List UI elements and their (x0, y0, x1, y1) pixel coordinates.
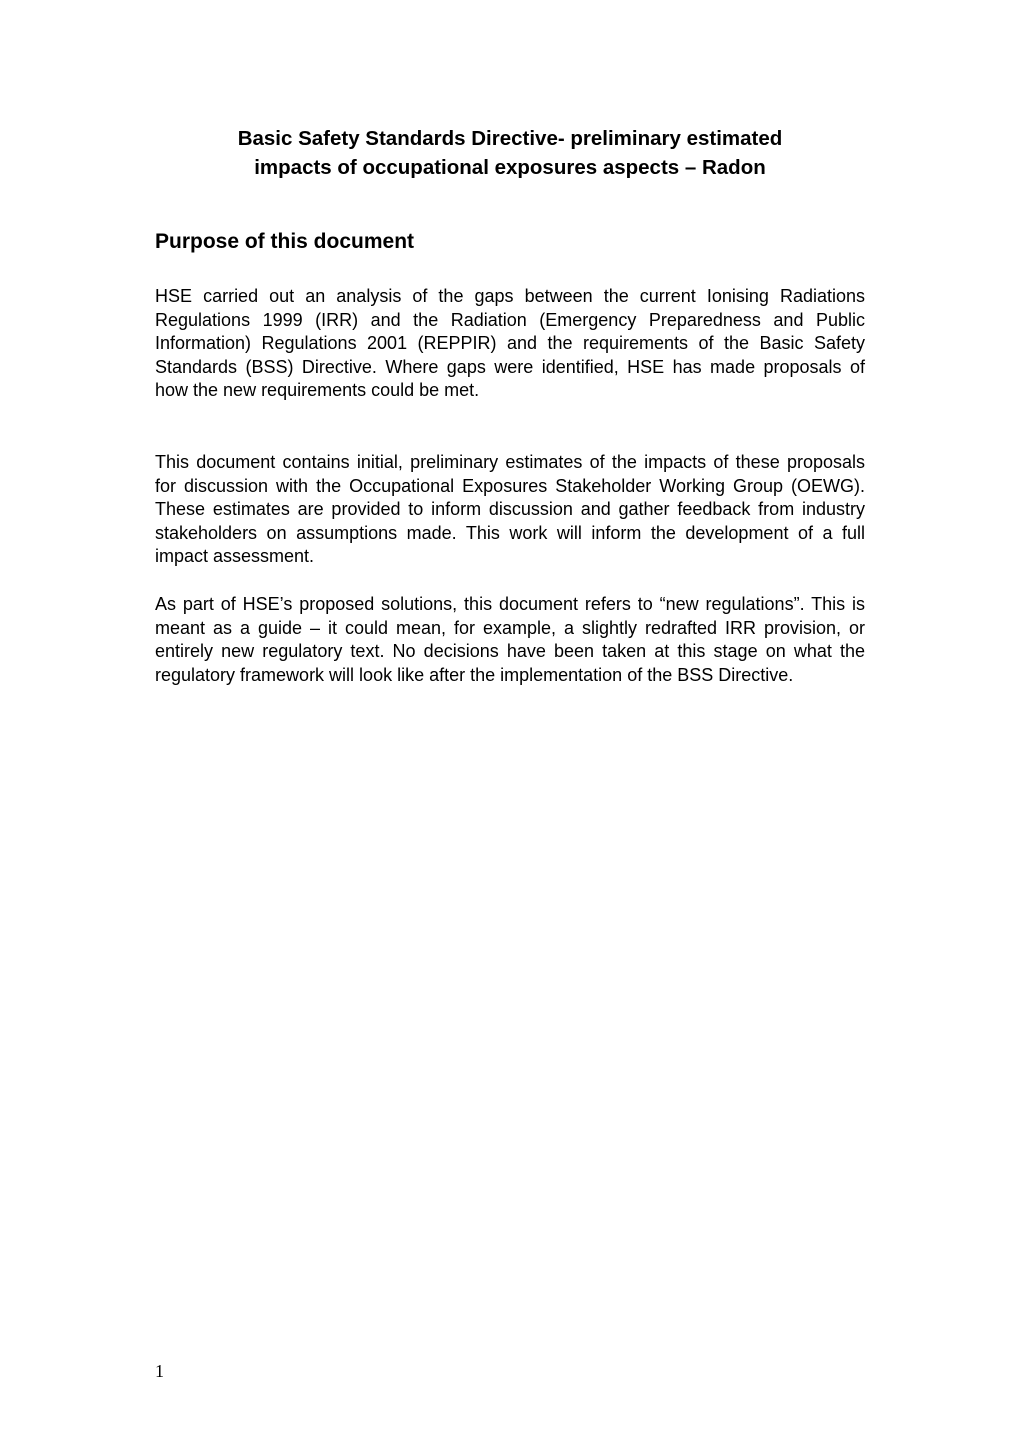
document-title (155, 124, 865, 182)
paragraph-gap-analysis: HSE carried out an analysis of the gaps between the current Ionising Radiations Regulations 1999 (IRR) and the Radiation (Emergency Preparedness and Public Information) Regulations 2001 (REPPIR) and the requirements of the Basic Safety Standards (BSS) Directive. Where gaps were identified, HSE has made proposals of how the new requirements could be met. (155, 286, 865, 400)
paragraph-preliminary-estimates: This document contains initial, preliminary estimates of the impacts of these proposals for discussion with the Occupational Exposures Stakeholder Working Group (OEWG). These estimates are provided to inform discussion and gather feedback from industry stakeholders on assumptions made. This work will inform the development of a full impact assessment. (155, 452, 865, 566)
paragraph-new-regulations: As part of HSE’s proposed solutions, this document refers to “new regulations”. This is meant as a guide – it could mean, for example, a slightly redrafted IRR provision, or entirely new regulatory text. No decisions have been taken at this stage on what the regulatory framework will look like after the implementation of the BSS Directive. (155, 594, 865, 685)
document-title-line-2: impacts of occupational exposures aspects – Radon (254, 156, 766, 179)
section-heading: Purpose of this document (155, 230, 415, 253)
page-number: 1 (155, 1361, 164, 1381)
document-title-line-1: Basic Safety Standards Directive- preliminary estimated (237, 127, 783, 150)
